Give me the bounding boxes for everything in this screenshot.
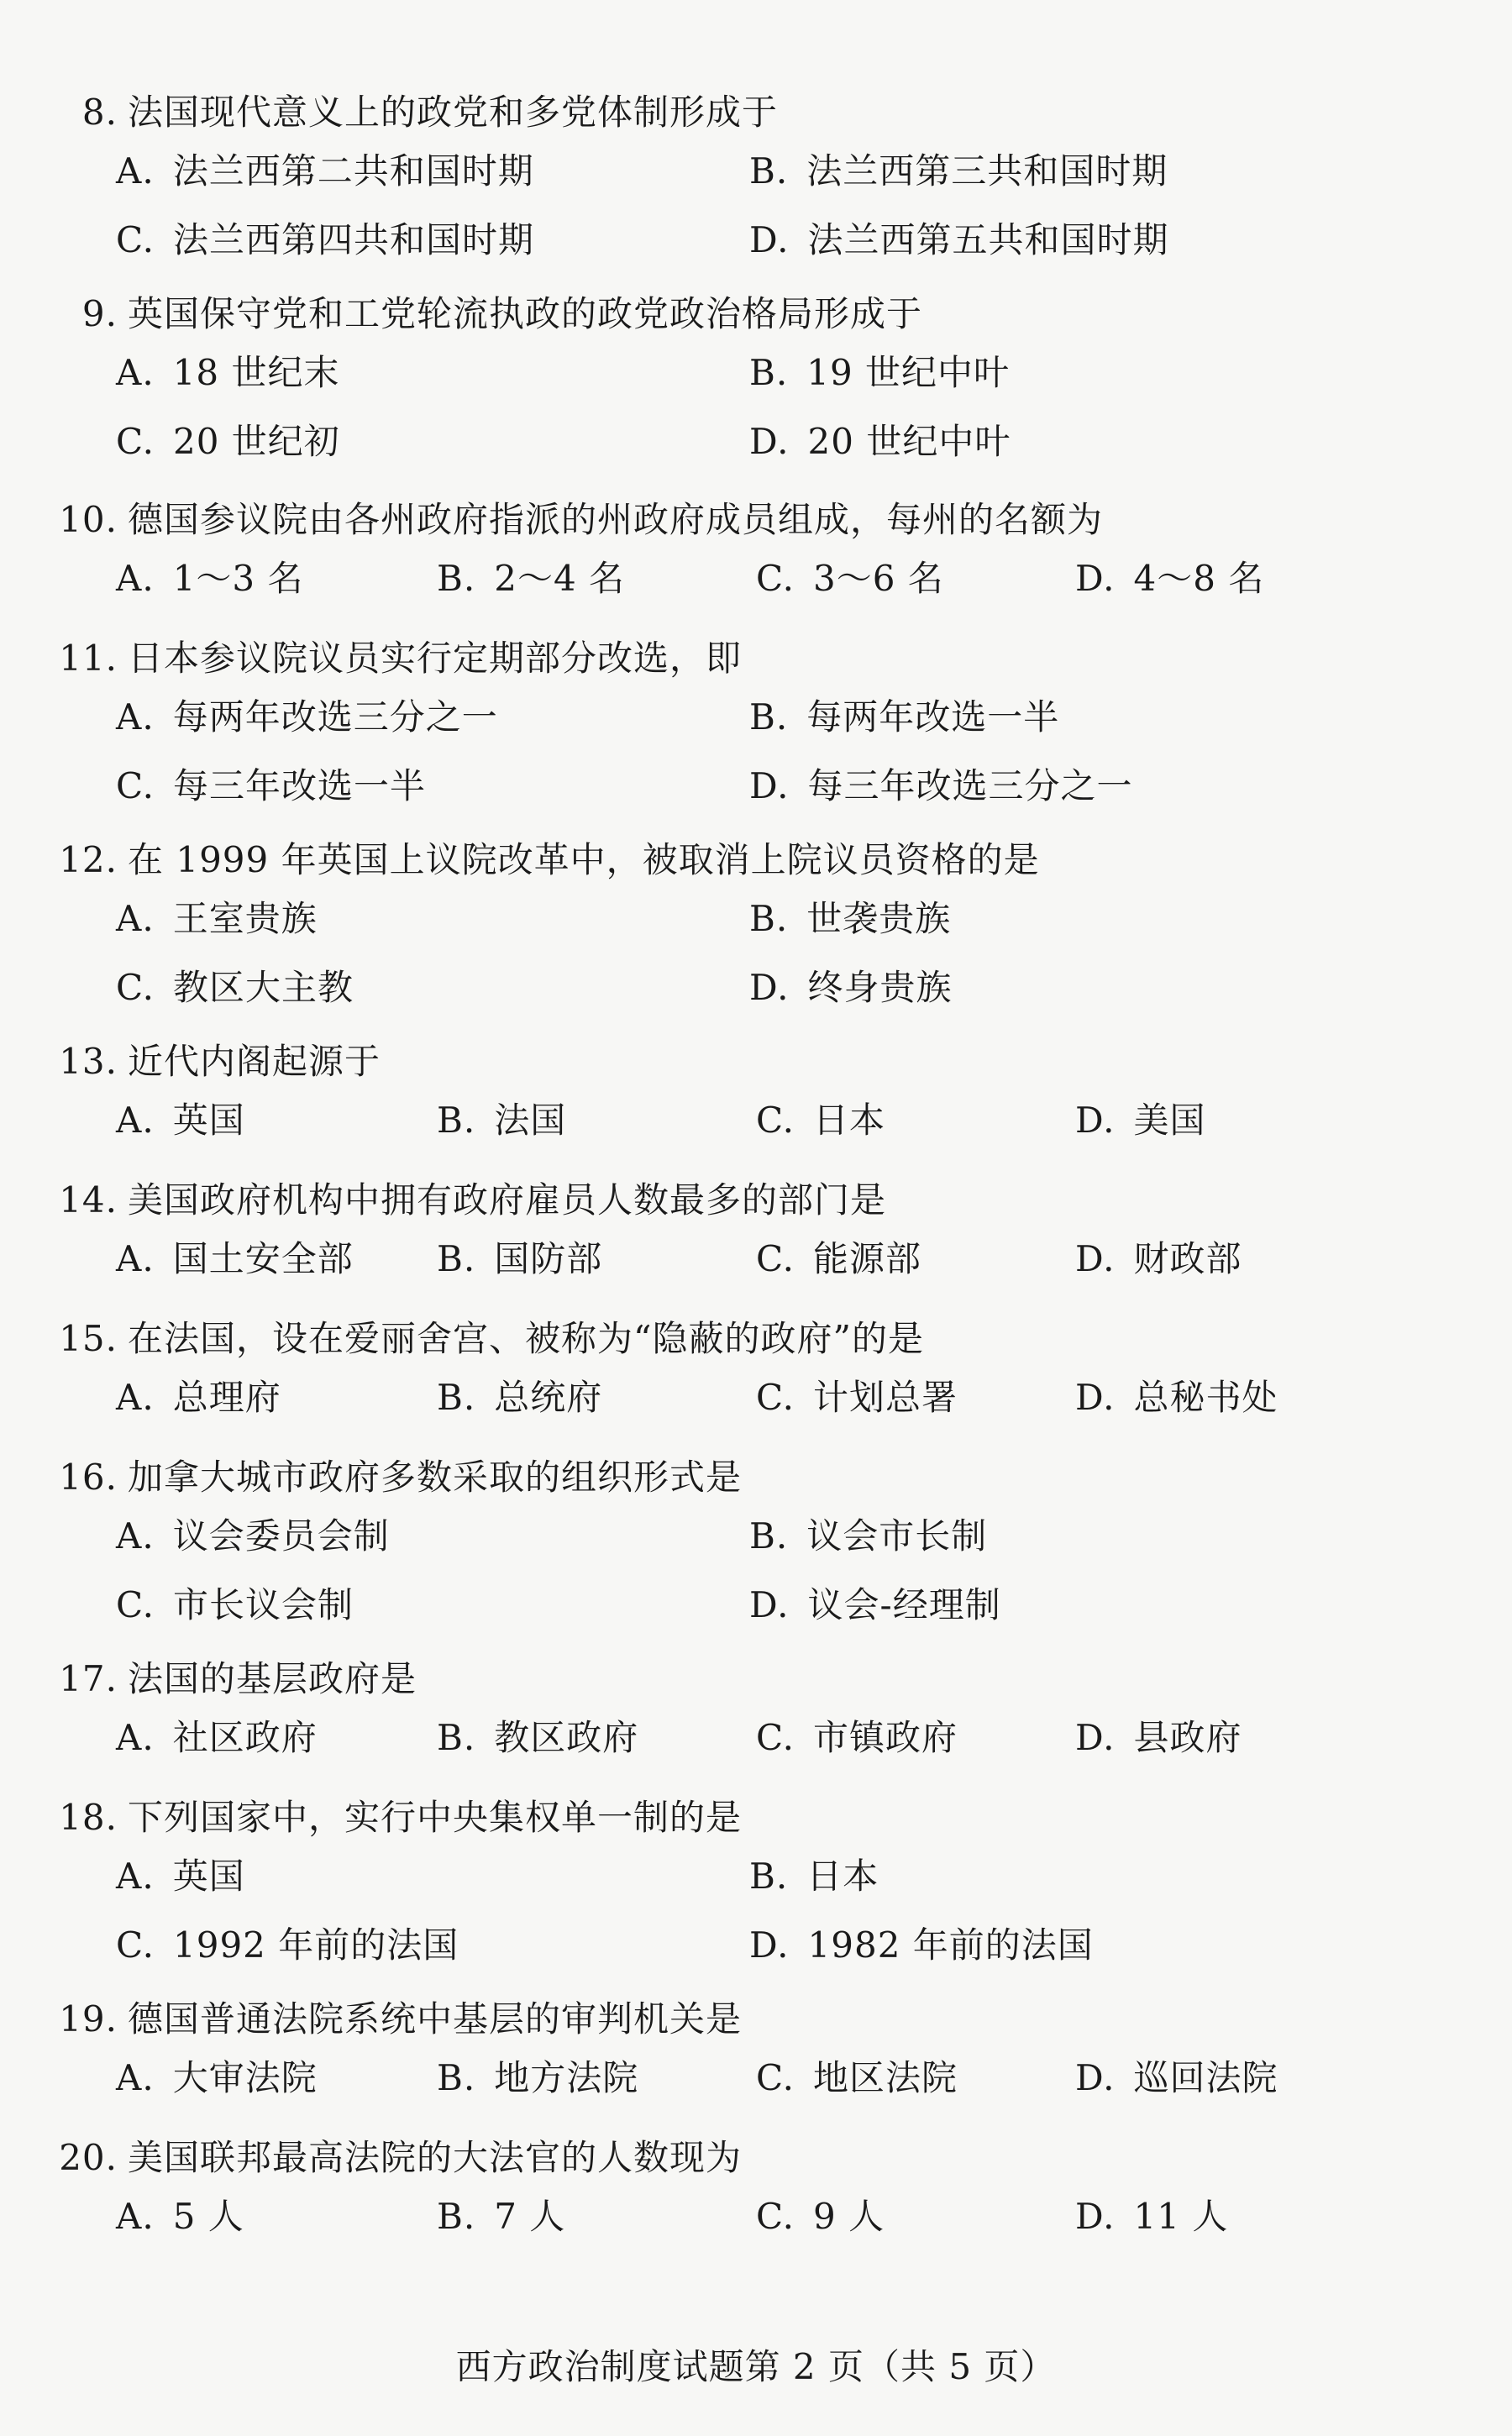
option-letter: C. (116, 765, 155, 806)
option-text: 英国 (172, 1856, 245, 1897)
question-18 (50, 1793, 1470, 1980)
question-stem (50, 496, 1470, 544)
option-letter: C. (116, 219, 155, 260)
option-text: 议会委员会制 (172, 1515, 390, 1557)
option-letter: B. (749, 898, 789, 939)
question-text: 近代内阁起源于 (128, 1041, 381, 1082)
question-17 (50, 1655, 1470, 1772)
option-text: 社区政府 (172, 1717, 318, 1758)
options (50, 137, 1470, 275)
option-b (437, 1235, 602, 1284)
option-text: 18 世纪末 (172, 352, 340, 393)
option-text: 7 人 (494, 2196, 566, 2237)
option-text: 日本 (813, 1100, 886, 1141)
question-13 (50, 1037, 1470, 1155)
question-text: 美国联邦最高法院的大法官的人数现为 (128, 2137, 743, 2178)
option-d (749, 417, 1011, 466)
question-number: 16. (59, 1457, 118, 1498)
question-20 (50, 2134, 1470, 2251)
option-d (1075, 1235, 1242, 1284)
option-text: 县政府 (1133, 1717, 1242, 1758)
option-text: 国土安全部 (172, 1238, 354, 1279)
question-number: 8. (81, 92, 118, 133)
option-letter: D. (749, 421, 790, 462)
option-text: 市镇政府 (813, 1717, 958, 1758)
option-text: 1～3 名 (172, 558, 304, 599)
option-letter: B. (749, 352, 789, 393)
question-text: 美国政府机构中拥有政府雇员人数最多的部门是 (128, 1179, 887, 1221)
question-text: 下列国家中，实行中央集权单一制的是 (128, 1797, 743, 1838)
option-text: 教区政府 (494, 1717, 639, 1758)
option-text: 财政部 (1133, 1238, 1242, 1279)
option-letter: C. (116, 1924, 155, 1966)
option-letter: A. (116, 1717, 155, 1758)
option-b (437, 1373, 602, 1422)
question-number: 13. (59, 1041, 118, 1082)
option-text: 9 人 (813, 2196, 885, 2237)
option-a (116, 1235, 354, 1284)
option-letter: A. (116, 352, 155, 393)
option-text: 法兰西第二共和国时期 (172, 150, 534, 192)
question-stem (50, 1453, 1470, 1502)
question-15 (50, 1315, 1470, 1432)
question-number: 14. (59, 1179, 118, 1221)
question-number: 19. (59, 1998, 118, 2040)
option-text: 教区大主教 (173, 967, 354, 1008)
option-letter: A. (116, 1515, 155, 1557)
option-letter: C. (756, 558, 795, 599)
option-text: 3～6 名 (813, 558, 944, 599)
question-text: 在法国，设在爱丽舍宫、被称为“隐蔽的政府”的是 (128, 1318, 924, 1359)
option-text: 议会市长制 (806, 1515, 988, 1557)
question-number: 12. (59, 839, 118, 880)
option-text: 每三年改选三分之一 (807, 765, 1133, 806)
option-a (116, 349, 339, 397)
option-b (437, 1714, 638, 1762)
question-12 (50, 836, 1470, 1022)
options (50, 1086, 1470, 1155)
option-a (116, 895, 318, 943)
option-letter: A. (116, 898, 155, 939)
option-letter: D. (749, 219, 790, 260)
option-text: 巡回法院 (1133, 2057, 1278, 2098)
question-text: 德国参议院由各州政府指派的州政府成员组成，每州的名额为 (128, 499, 1104, 540)
option-text: 终身贵族 (807, 967, 953, 1008)
option-text: 20 世纪初 (173, 421, 340, 462)
question-stem (50, 1655, 1470, 1704)
question-14 (50, 1176, 1470, 1294)
options (50, 339, 1470, 476)
option-letter: D. (1075, 1377, 1116, 1418)
option-letter: D. (1075, 2057, 1116, 2098)
options (50, 2182, 1470, 2251)
option-letter: D. (1075, 558, 1116, 599)
question-stem (50, 1176, 1470, 1225)
question-stem (50, 88, 1470, 137)
question-stem (50, 836, 1470, 885)
option-a (116, 147, 534, 196)
options (50, 683, 1470, 821)
option-letter: C. (756, 1717, 795, 1758)
option-letter: A. (116, 1856, 155, 1897)
question-16 (50, 1453, 1470, 1640)
question-text: 加拿大城市政府多数采取的组织形式是 (128, 1457, 743, 1498)
option-c (116, 216, 534, 265)
option-text: 世袭贵族 (806, 898, 952, 939)
option-d (1075, 554, 1264, 603)
question-stem (50, 290, 1470, 339)
option-letter: B. (437, 2057, 476, 2098)
options (50, 1502, 1470, 1640)
option-letter: C. (756, 2057, 795, 2098)
option-c (756, 1096, 885, 1145)
option-letter: D. (1075, 2196, 1116, 2237)
option-d (1075, 2192, 1228, 2241)
option-c (116, 963, 354, 1012)
question-text: 法国现代意义上的政党和多党体制形成于 (128, 92, 779, 133)
options (50, 885, 1470, 1022)
option-a (116, 2192, 244, 2241)
option-letter: D. (1075, 1238, 1116, 1279)
option-text: 每两年改选三分之一 (172, 696, 498, 738)
option-text: 总统府 (494, 1377, 603, 1418)
option-text: 5 人 (172, 2196, 244, 2237)
option-d (1075, 1373, 1278, 1422)
option-letter: C. (116, 421, 155, 462)
option-text: 计划总署 (813, 1377, 958, 1418)
option-c (116, 417, 340, 466)
option-c (756, 1373, 958, 1422)
option-letter: D. (1075, 1100, 1116, 1141)
option-a (116, 1096, 245, 1145)
option-text: 1982 年前的法国 (807, 1924, 1094, 1966)
option-text: 王室贵族 (172, 898, 318, 939)
options (50, 2044, 1470, 2113)
question-8 (50, 88, 1470, 275)
option-letter: A. (116, 558, 155, 599)
page-footer: 西方政治制度试题第 2 页（共 5 页） (455, 2346, 1057, 2387)
option-letter: B. (749, 150, 789, 192)
option-c (116, 762, 426, 811)
options (50, 544, 1470, 613)
option-letter: B. (437, 1717, 476, 1758)
option-d (749, 216, 1169, 265)
option-text: 每两年改选一半 (806, 696, 1060, 738)
option-c (756, 2192, 885, 2241)
option-b (749, 1512, 987, 1561)
options (50, 1363, 1470, 1432)
option-letter: B. (749, 1515, 789, 1557)
question-number: 11. (59, 638, 118, 679)
option-letter: C. (756, 1238, 795, 1279)
options (50, 1704, 1470, 1772)
option-text: 能源部 (813, 1238, 922, 1279)
option-c (756, 1714, 958, 1762)
question-number: 9. (81, 293, 118, 334)
option-b (437, 2054, 638, 2103)
option-d (749, 963, 953, 1012)
option-b (749, 349, 1010, 397)
option-text: 法兰西第四共和国时期 (173, 219, 535, 260)
option-a (116, 1852, 245, 1901)
option-letter: B. (749, 696, 789, 738)
option-text: 法国 (494, 1100, 567, 1141)
option-c (116, 1921, 459, 1970)
option-text: 国防部 (494, 1238, 603, 1279)
option-text: 法兰西第五共和国时期 (807, 219, 1169, 260)
option-text: 每三年改选一半 (173, 765, 427, 806)
option-b (749, 693, 1059, 742)
option-c (756, 2054, 958, 2103)
question-10 (50, 496, 1470, 613)
option-b (437, 2192, 565, 2241)
option-letter: C. (116, 1584, 155, 1625)
option-a (116, 554, 303, 603)
option-b (749, 1852, 879, 1901)
option-letter: A. (116, 1238, 155, 1279)
option-a (116, 2054, 318, 2103)
option-letter: A. (116, 2057, 155, 2098)
question-11 (50, 634, 1470, 821)
option-text: 美国 (1133, 1100, 1206, 1141)
options (50, 1842, 1470, 1980)
question-stem (50, 2134, 1470, 2182)
option-letter: D. (749, 1584, 790, 1625)
question-9 (50, 290, 1470, 476)
option-b (749, 895, 951, 943)
option-d (1075, 1096, 1206, 1145)
question-text: 英国保守党和工党轮流执政的政党政治格局形成于 (128, 293, 923, 334)
option-letter: C. (756, 1100, 795, 1141)
option-text: 大审法院 (172, 2057, 318, 2098)
option-letter: B. (437, 558, 476, 599)
option-text: 市长议会制 (173, 1584, 354, 1625)
option-letter: A. (116, 696, 155, 738)
option-text: 法兰西第三共和国时期 (806, 150, 1168, 192)
option-letter: D. (749, 967, 790, 1008)
option-text: 19 世纪中叶 (806, 352, 1011, 393)
question-19 (50, 1995, 1470, 2113)
option-letter: A. (116, 1377, 155, 1418)
option-letter: A. (116, 2196, 155, 2237)
option-letter: A. (116, 1100, 155, 1141)
question-number: 17. (59, 1658, 118, 1699)
option-c (756, 1235, 921, 1284)
option-text: 日本 (806, 1856, 879, 1897)
option-text: 11 人 (1133, 2196, 1229, 2237)
option-letter: D. (749, 765, 790, 806)
option-text: 地区法院 (813, 2057, 958, 2098)
question-stem (50, 1037, 1470, 1086)
question-text: 在 1999 年英国上议院改革中，被取消上院议员资格的是 (128, 839, 1040, 880)
option-d (749, 762, 1133, 811)
option-text: 英国 (172, 1100, 245, 1141)
option-letter: C. (756, 1377, 795, 1418)
option-d (749, 1921, 1094, 1970)
option-a (116, 693, 498, 742)
option-letter: C. (756, 2196, 795, 2237)
option-letter: B. (749, 1856, 789, 1897)
option-text: 1992 年前的法国 (173, 1924, 459, 1966)
question-text: 日本参议院议员实行定期部分改选，即 (128, 638, 743, 679)
question-stem (50, 1315, 1470, 1363)
option-letter: B. (437, 1238, 476, 1279)
question-stem (50, 634, 1470, 683)
option-text: 总理府 (172, 1377, 281, 1418)
option-letter: A. (116, 150, 155, 192)
option-b (749, 147, 1168, 196)
option-text: 议会-经理制 (807, 1584, 1001, 1625)
question-text: 法国的基层政府是 (128, 1658, 417, 1699)
option-letter: B. (437, 1100, 476, 1141)
question-text: 德国普通法院系统中基层的审判机关是 (128, 1998, 743, 2040)
question-number: 15. (59, 1318, 118, 1359)
option-text: 4～8 名 (1133, 558, 1265, 599)
option-b (437, 554, 625, 603)
option-c (116, 1581, 354, 1630)
question-stem (50, 1793, 1470, 1842)
option-a (116, 1714, 318, 1762)
question-number: 10. (59, 499, 118, 540)
option-text: 地方法院 (494, 2057, 639, 2098)
question-number: 20. (59, 2137, 118, 2178)
option-d (1075, 1714, 1242, 1762)
option-letter: B. (437, 1377, 476, 1418)
option-text: 总秘书处 (1133, 1377, 1278, 1418)
option-d (749, 1581, 1001, 1630)
option-letter: D. (1075, 1717, 1116, 1758)
option-letter: B. (437, 2196, 476, 2237)
question-number: 18. (59, 1797, 118, 1838)
option-b (437, 1096, 566, 1145)
option-a (116, 1373, 281, 1422)
question-stem (50, 1995, 1470, 2044)
option-d (1075, 2054, 1278, 2103)
option-letter: D. (749, 1924, 790, 1966)
option-text: 20 世纪中叶 (807, 421, 1011, 462)
option-c (756, 554, 944, 603)
option-a (116, 1512, 390, 1561)
option-text: 2～4 名 (494, 558, 626, 599)
option-letter: C. (116, 967, 155, 1008)
options (50, 1225, 1470, 1294)
